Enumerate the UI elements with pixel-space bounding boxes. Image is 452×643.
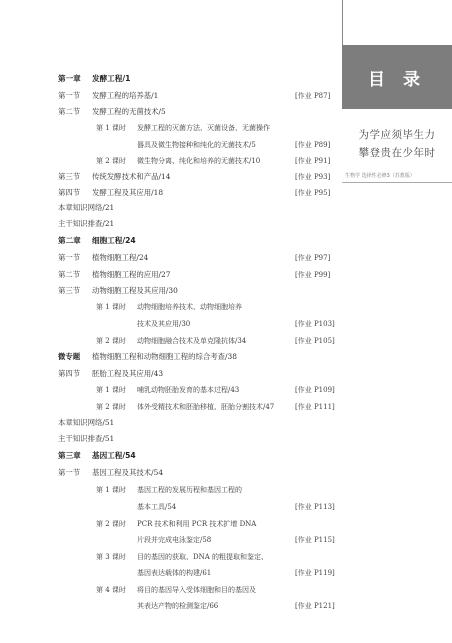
toc-entry-title: 动物细胞融合技术及单克隆抗体/34 (137, 337, 247, 345)
toc-entry-label: 微专题 (58, 352, 81, 361)
homework-page-ref[interactable]: [作业 P109] (295, 386, 335, 394)
toc-entry-title: 哺乳动物胚胎发育的基本过程/43 (137, 386, 240, 394)
toc-entry-title: 发酵工程及其应用/18 (92, 188, 164, 197)
toc-entry-label: 第二节 (58, 107, 81, 116)
toc-entry-title: 发酵工程的培养基/1 (92, 91, 159, 100)
toc-entry-label: 第 2 课时 (96, 157, 126, 165)
toc-entry-label: 第一节 (58, 91, 81, 100)
toc-entry-label: 第一节 (58, 468, 81, 477)
toc-entry-title: 基因工程及其技术/54 (92, 468, 164, 477)
homework-page-ref[interactable]: [作业 P121] (295, 602, 335, 610)
toc-entry-title: 本章知识网络/21 (58, 203, 115, 212)
toc-entry-title: 微生物分离、纯化和培养的无菌技术/10 (137, 157, 261, 165)
toc-entry-title: 技术及其应用/30 (137, 320, 191, 328)
toc-entry-label: 第 1 课时 (96, 386, 126, 394)
homework-page-ref[interactable]: [作业 P103] (295, 320, 335, 328)
toc-entry-label: 第三节 (58, 286, 81, 295)
toc-entry-label: 第 1 课时 (96, 303, 126, 311)
toc-entry-label: 第 2 课时 (96, 337, 126, 345)
homework-page-ref[interactable]: [作业 P89] (295, 141, 331, 149)
toc-entry-label: 第二章 (58, 236, 81, 245)
toc-entry-title: 主干知识排查/21 (58, 219, 115, 228)
homework-page-ref[interactable]: [作业 P91] (295, 157, 331, 165)
toc-entry-label: 第一节 (58, 253, 81, 262)
toc-entry-label: 第一章 (58, 74, 81, 83)
homework-page-ref[interactable]: [作业 P111] (295, 403, 335, 411)
toc-entry-title: 基因表达载体的构建/61 (137, 569, 212, 577)
toc-entry-title: 主干知识排查/51 (58, 434, 115, 443)
toc-entry-label: 第二节 (58, 270, 81, 279)
toc-entry-label: 第四节 (58, 188, 81, 197)
toc-title-box (342, 45, 452, 109)
toc-entry-label: 第三章 (58, 451, 81, 460)
homework-page-ref[interactable]: [作业 P115] (295, 536, 335, 544)
homework-page-ref[interactable]: [作业 P93] (295, 173, 331, 181)
toc-entry-title: 基因工程的发展历程和基因工程的 (137, 486, 242, 494)
book-subline: 生物学 选择性必修3（苏教版） (345, 173, 415, 179)
homework-page-ref[interactable]: [作业 P113] (295, 503, 335, 511)
toc-entry-label: 第 3 课时 (96, 553, 126, 561)
toc-entry-title: 植物细胞工程和动物细胞工程的综合考查/38 (92, 352, 237, 361)
toc-entry-title: 器具及微生物接种和纯化的无菌技术/5 (137, 141, 256, 149)
homework-page-ref[interactable]: [作业 P87] (295, 92, 331, 100)
toc-entry-title: 动物细胞培养技术、动物细胞培养 (137, 303, 242, 311)
slogan-line-2: 攀登贵在少年时 (358, 147, 436, 159)
toc-entry-title: 基因工程/54 (92, 451, 136, 460)
side-divider-line (342, 0, 343, 45)
homework-page-ref[interactable]: [作业 P95] (295, 189, 331, 197)
toc-entry-title: 将目的基因导入受体细胞和目的基因及 (137, 586, 256, 594)
homework-page-ref[interactable]: [作业 P105] (295, 337, 335, 345)
toc-entry-title: 目的基因的获取、DNA 的粗提取和鉴定、 (137, 553, 269, 561)
toc-entry-title: 体外受精技术和胚胎移植、胚胎分割技术/47 (137, 403, 275, 411)
toc-entry-title: 植物细胞工程的应用/27 (92, 270, 171, 279)
toc-entry-label: 第 2 课时 (96, 403, 126, 411)
toc-entry-label: 第四节 (58, 369, 81, 378)
toc-entry-title: 发酵工程/1 (92, 74, 131, 83)
toc-entry-title: 植物细胞工程/24 (92, 253, 149, 262)
toc-entry-title: 发酵工程的灭菌方法、灭菌设备、无菌操作 (137, 124, 270, 132)
toc-entry-title: 传统发酵技术和产品/14 (92, 172, 171, 181)
homework-page-ref[interactable]: [作业 P97] (295, 254, 331, 262)
toc-entry-title: 动物细胞工程及其应用/30 (92, 286, 178, 295)
slogan-line-1: 为学应须毕生力 (358, 129, 436, 141)
toc-entry-title: 细胞工程/24 (92, 236, 136, 245)
homework-page-ref[interactable]: [作业 P119] (295, 569, 335, 577)
toc-entry-title: 胚胎工程及其应用/43 (92, 369, 164, 378)
toc-entry-title: 本章知识网络/51 (58, 418, 115, 427)
homework-page-ref[interactable]: [作业 P99] (295, 271, 331, 279)
toc-entry-label: 第三节 (58, 172, 81, 181)
side-rule (342, 182, 452, 183)
toc-entry-label: 第 2 课时 (96, 520, 126, 528)
toc-entry-label: 第 4 课时 (96, 586, 126, 594)
toc-entry-label: 第 1 课时 (96, 124, 126, 132)
toc-entry-title: 基本工具/54 (137, 503, 177, 511)
toc-title: 目 录 (368, 69, 426, 90)
toc-entry-title: 发酵工程的无菌技术/5 (92, 107, 166, 116)
toc-entry-title: 其表达产物的检测鉴定/66 (137, 602, 219, 610)
toc-entry-title: 片段并完成电泳鉴定/58 (137, 536, 212, 544)
toc-entry-label: 第 1 课时 (96, 486, 126, 494)
toc-entry-title: PCR 技术和利用 PCR 技术扩增 DNA (137, 520, 257, 528)
